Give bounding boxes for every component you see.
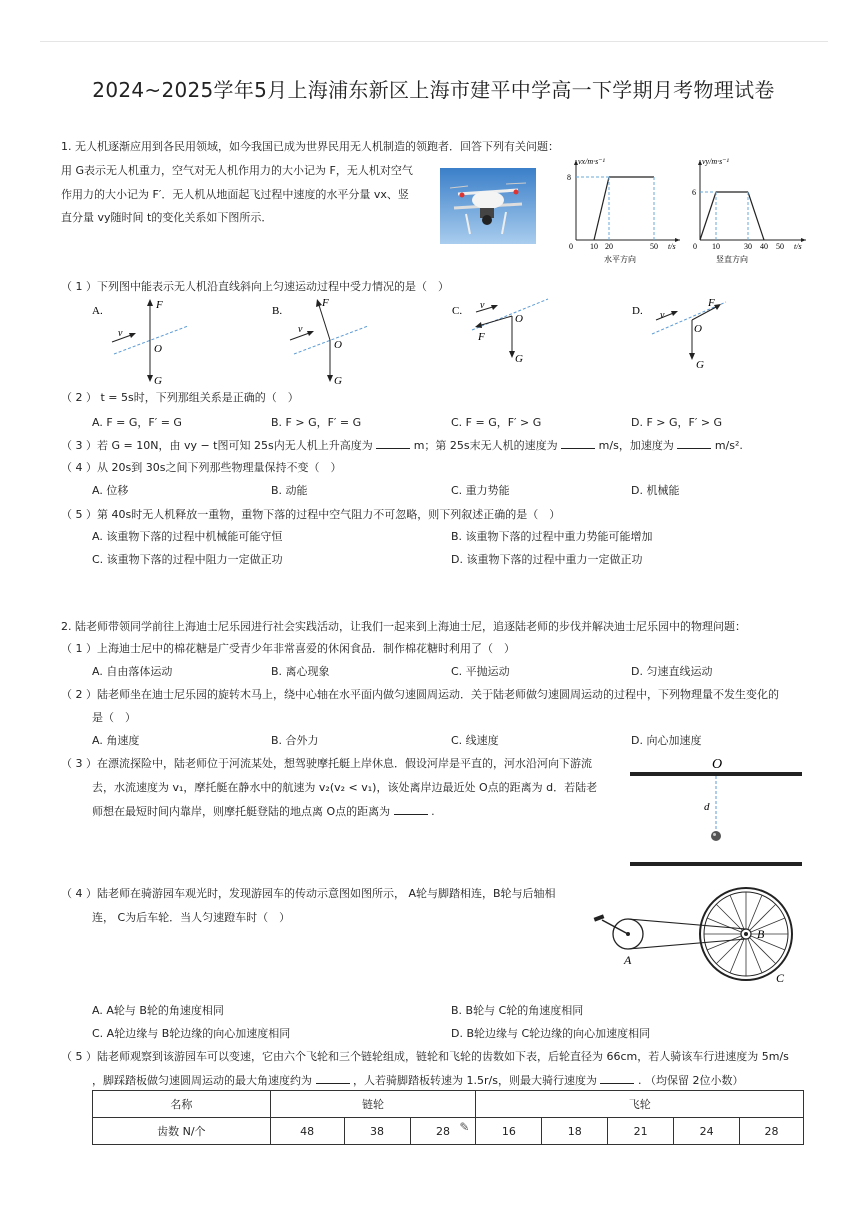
bicycle-drive-diagram xyxy=(592,886,806,986)
q1-sub5-opt-b[interactable]: B. 该重物下落的过程中重力势能可能增加 xyxy=(451,530,653,543)
page-title: 2024~2025学年5月上海浦东新区上海市建平中学高一下学期月考物理试卷 xyxy=(92,78,775,102)
svg-text:A.: A. xyxy=(92,305,103,317)
table-cell: 21 xyxy=(608,1118,674,1145)
q1-sub5: （ 5 ）第 40s时无人机释放一重物，重物下落的过程中空气阻力不可忽略，则下列叙述正确的是（ ） xyxy=(61,508,561,521)
vy-ytick: 6 xyxy=(692,188,696,197)
q2-sub2-opt-d[interactable]: D. 向心加速度 xyxy=(631,734,702,747)
svg-text:O: O xyxy=(154,343,162,355)
q2-sub2-opt-b[interactable]: B. 合外力 xyxy=(271,734,319,747)
q1-sub2: （ 2 ） t = 5s时，下列那组关系是正确的（ ） xyxy=(61,391,299,404)
q1-sub5-opt-c[interactable]: C. 该重物下落的过程中阻力一定做正功 xyxy=(92,553,283,566)
gear-teeth-table xyxy=(92,1090,804,1145)
q2-sub2-line1: （ 2 ）陆老师坐在迪士尼乐园的旋转木马上，绕中心轴在水平面内做匀速圆周运动．关于陆老师做匀速圆周运动的过程中，下列物理量不发生变化的 xyxy=(61,688,779,701)
q1-sub3-part2: m；第 25s末无人机的速度为 xyxy=(413,439,558,452)
table-cell-value: 28 xyxy=(435,1124,450,1138)
svg-text:O: O xyxy=(334,339,342,351)
q1-sub3-blank-accel[interactable] xyxy=(677,437,711,449)
table-cell: 38 xyxy=(344,1118,410,1145)
q1-intro-line3: 直分量 vy随时间 t的变化关系如下图所示． xyxy=(61,211,273,224)
q1-sub3-part4: m/s². xyxy=(714,439,743,452)
q2-sub3-line3: 师想在最短时间内靠岸，则摩托艇登陆的地点离 O点的距离为 . xyxy=(92,805,435,818)
vy-xtick-50: 50 xyxy=(776,242,784,251)
q2-sub3-blank[interactable] xyxy=(394,803,428,815)
q1-sub3 xyxy=(61,437,743,453)
q1-sub4: （ 4 ）从 20s到 30s之间下列那些物理量保持不变（ ） xyxy=(61,461,342,474)
table-row xyxy=(93,1118,804,1145)
drone-photo xyxy=(440,168,536,244)
table-cell: 28 xyxy=(740,1118,804,1145)
vy-caption: 竖直方向 xyxy=(716,255,748,264)
svg-text:G: G xyxy=(154,375,162,387)
table-cell: 18 xyxy=(542,1118,608,1145)
top-divider xyxy=(40,41,828,42)
svg-text:v: v xyxy=(660,310,665,321)
table-cell xyxy=(410,1118,476,1145)
q2-sub5-line2 xyxy=(92,1072,743,1088)
svg-text:O: O xyxy=(712,757,723,772)
q1-sub2-opt-b[interactable]: B. F > G，F′ = G xyxy=(271,416,362,429)
table-head-flywheel: 飞轮 xyxy=(476,1091,804,1118)
vy-xtick-0: 0 xyxy=(693,242,697,251)
q2-sub1-opt-d[interactable]: D. 匀速直线运动 xyxy=(631,665,713,678)
q2-sub3-text: 师想在最短时间内靠岸，则摩托艇登陆的地点离 O点的距离为 xyxy=(92,805,391,818)
q2-sub4-opt-b[interactable]: B. B轮与 C轮的角速度相同 xyxy=(451,1004,584,1017)
vx-ytick: 8 xyxy=(567,173,571,182)
vy-t-graph xyxy=(690,154,810,266)
q2-sub2-opt-a[interactable]: A. 角速度 xyxy=(92,734,140,747)
q2-sub5-text-a: ，脚踩踏板做匀速圆周运动的最大角速度约为 xyxy=(92,1074,312,1087)
q1-sub3-blank-height[interactable] xyxy=(376,437,410,449)
svg-text:v: v xyxy=(480,300,485,311)
q1-sub4-opt-d[interactable]: D. 机械能 xyxy=(631,484,680,497)
q1-intro-line2: 作用力的大小记为 F′．无人机从地面起飞过程中速度的水平分量 vx、竖 xyxy=(61,188,409,201)
vx-xtick-0: 0 xyxy=(569,242,573,251)
q1-intro-line1: 用 G表示无人机重力，空气对无人机作用力的大小记为 F，无人机对空气 xyxy=(61,164,413,177)
q2-sub1-opt-c[interactable]: C. 平抛运动 xyxy=(451,665,510,678)
svg-text:G: G xyxy=(696,359,704,371)
q1-sub3-part1: （ 3 ）若 G = 10N，由 vy − t图可知 25s内无人机上升高度为 xyxy=(61,439,373,452)
q1-sub5-opt-d[interactable]: D. 该重物下落的过程中重力一定做正功 xyxy=(451,553,643,566)
table-head-name: 名称 xyxy=(93,1091,271,1118)
vx-t-graph xyxy=(564,154,684,266)
svg-text:A: A xyxy=(624,953,632,967)
svg-text:C: C xyxy=(776,971,785,985)
force-diagram-c xyxy=(448,294,558,374)
q2-sub4-opt-c[interactable]: C. A轮边缘与 B轮边缘的向心加速度相同 xyxy=(92,1027,291,1040)
svg-text:F: F xyxy=(322,297,329,309)
force-diagram-a xyxy=(88,294,198,388)
svg-text:C.: C. xyxy=(452,305,463,317)
svg-text:F: F xyxy=(708,297,715,309)
table-cell: 48 xyxy=(270,1118,344,1145)
vy-xtick-40: 40 xyxy=(760,242,768,251)
q2-sub1-opt-b[interactable]: B. 离心现象 xyxy=(271,665,330,678)
vy-xtick-10: 10 xyxy=(712,242,720,251)
q1-sub2-opt-a[interactable]: A. F = G，F′ = G xyxy=(92,416,182,429)
table-cell: 16 xyxy=(476,1118,542,1145)
q2-sub5-text-c: . （均保留 2位小数） xyxy=(637,1074,744,1087)
svg-text:F: F xyxy=(156,299,163,311)
q1-sub1: （ 1 ）下列图中能表示无人机沿直线斜向上匀速运动过程中受力情况的是（ ） xyxy=(61,280,449,293)
vx-caption: 水平方向 xyxy=(604,255,636,264)
q2-sub5-blank-omega[interactable] xyxy=(316,1072,350,1084)
q2-sub3-line2: 去，水流速度为 v₁，摩托艇在静水中的航速为 v₂(v₂ < v₁)，该处离岸边最近处 O点的距离为 d．若陆老 xyxy=(92,781,598,794)
svg-text:F: F xyxy=(478,331,485,343)
river-diagram xyxy=(628,752,806,870)
force-diagram-d xyxy=(628,294,738,374)
vx-xunit: t/s xyxy=(668,242,676,251)
svg-text:d: d xyxy=(704,801,710,813)
q1-sub2-opt-d[interactable]: D. F > G，F′ > G xyxy=(631,416,723,429)
svg-text:G: G xyxy=(334,375,342,387)
scribble-mark-icon: ✎ xyxy=(459,1120,470,1134)
q2-sub4-line1: （ 4 ）陆老师在骑游园车观光时，发现游园车的传动示意图如图所示， A轮与脚踏相连，B轮与后轴相 xyxy=(61,887,556,900)
vx-xtick-20: 20 xyxy=(605,242,613,251)
table-cell: 24 xyxy=(674,1118,740,1145)
svg-text:v: v xyxy=(118,328,123,339)
q2-sub1-opt-a[interactable]: A. 自由落体运动 xyxy=(92,665,173,678)
svg-text:B.: B. xyxy=(272,305,283,317)
svg-text:D.: D. xyxy=(632,305,643,317)
table-header-row xyxy=(93,1091,804,1118)
vy-xunit: t/s xyxy=(794,242,802,251)
svg-text:O: O xyxy=(694,323,702,335)
q1-sub2-opt-c[interactable]: C. F = G，F′ > G xyxy=(451,416,542,429)
q2-sub2-line2: 是（ ） xyxy=(92,711,136,724)
svg-text:B: B xyxy=(757,927,765,941)
vy-xtick-30: 30 xyxy=(744,242,752,251)
q1-sub4-opt-a[interactable]: A. 位移 xyxy=(92,484,129,497)
vx-axis-label: vx/m·s⁻¹ xyxy=(578,157,605,166)
svg-text:G: G xyxy=(515,353,523,365)
q2-sub4-opt-a[interactable]: A. A轮与 B轮的角速度相同 xyxy=(92,1004,224,1017)
table-head-chainring: 链轮 xyxy=(270,1091,476,1118)
q2-sub2-opt-c[interactable]: C. 线速度 xyxy=(451,734,499,747)
svg-text:v: v xyxy=(298,324,303,335)
q2-sub4-opt-d[interactable]: D. B轮边缘与 C轮边缘的向心加速度相同 xyxy=(451,1027,651,1040)
force-diagram-b xyxy=(268,294,378,388)
vx-xtick-10: 10 xyxy=(590,242,598,251)
q2-sub1: （ 1 ）上海迪士尼中的棉花糖是广受青少年非常喜爱的休闲食品．制作棉花糖时利用了（ ） xyxy=(61,642,515,655)
q1-sub3-part3: m/s，加速度为 xyxy=(598,439,674,452)
q1-stem: 1. 无人机逐渐应用到各民用领域，如今我国已成为世界民用无人机制造的领跑者．回答下列有关问题： xyxy=(61,140,559,153)
q2-sub5-blank-speed[interactable] xyxy=(600,1072,634,1084)
q2-sub5-text-b: ，人若骑脚踏板转速为 1.5r/s，则最大骑行速度为 xyxy=(353,1074,597,1087)
q1-sub3-blank-speed[interactable] xyxy=(561,437,595,449)
q2-sub5-line1: （ 5 ）陆老师观察到该游园车可以变速，它由六个飞轮和三个链轮组成，链轮和飞轮的齿数如下表，后轮直径为 66cm，若人骑该车行进速度为 5m/s xyxy=(61,1050,789,1063)
vx-xtick-50: 50 xyxy=(650,242,658,251)
vy-axis-label: vy/m·s⁻¹ xyxy=(702,157,729,166)
q2-sub4-line2: 连， C为后车轮．当人匀速蹬车时（ ） xyxy=(92,911,291,924)
svg-text:O: O xyxy=(515,313,523,325)
q1-sub4-opt-c[interactable]: C. 重力势能 xyxy=(451,484,510,497)
q2-sub3-line1: （ 3 ）在漂流探险中，陆老师位于河流某处，想驾驶摩托艇上岸休息．假设河岸是平直的，河水沿河向下游流 xyxy=(61,757,592,770)
q1-sub4-opt-b[interactable]: B. 动能 xyxy=(271,484,308,497)
q2-stem: 2. 陆老师带领同学前往上海迪士尼乐园进行社会实践活动，让我们一起来到上海迪士尼，追逐陆老师的步伐并解决迪士尼乐园中的物理问题： xyxy=(61,620,746,633)
q1-sub5-opt-a[interactable]: A. 该重物下落的过程中机械能可能守恒 xyxy=(92,530,283,543)
table-row-label: 齿数 N/个 xyxy=(93,1118,271,1145)
